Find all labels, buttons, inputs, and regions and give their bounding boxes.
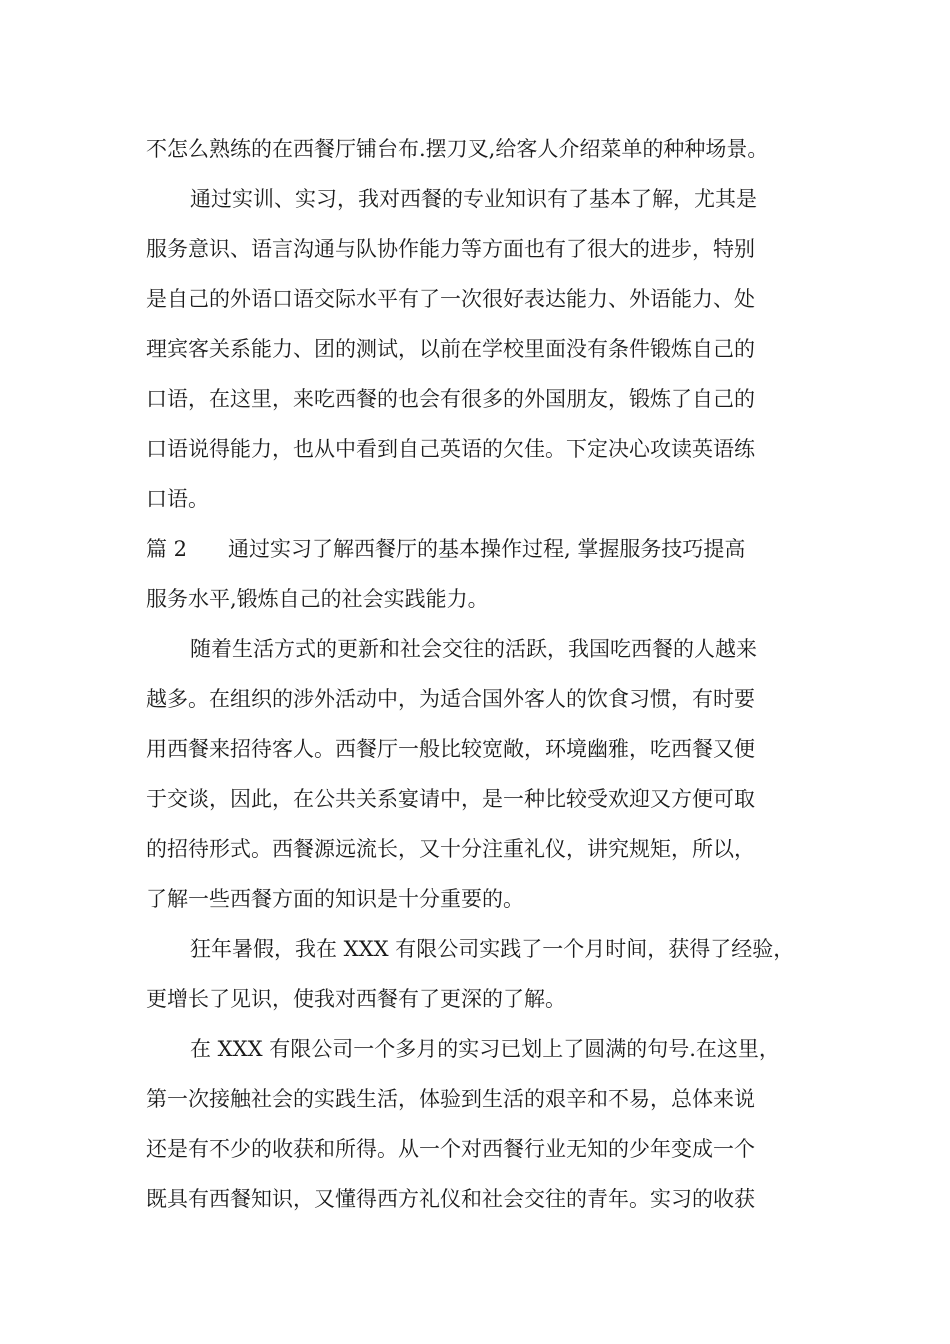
- text-line-8: 口语。: [146, 487, 209, 511]
- text-line-11: 随着生活方式的更新和社会交往的活跃，我国吃西餐的人越来: [190, 637, 757, 661]
- text-line-22: 既具有西餐知识，又懂得西方礼仪和社会交往的青年。实习的收获: [146, 1187, 755, 1211]
- text-line-1: 不怎么熟练的在西餐厅铺台布.摆刀叉,给客人介绍菜单的种种场景。: [146, 137, 769, 161]
- text-line-6: 口语，在这里，来吃西餐的也会有很多的外国朋友，锻炼了自己的: [146, 387, 755, 411]
- text-line-16: 了解一些西餐方面的知识是十分重要的。: [146, 887, 524, 911]
- section-heading-line: [146, 524, 836, 574]
- text-line-17: 狂年暑假，我在 XXX 有限公司实践了一个月时间，获得了经验，: [190, 937, 795, 961]
- text-line-7: 口语说得能力，也从中看到自己英语的欠佳。下定决心攻读英语练: [146, 437, 755, 461]
- text-line-18: 更增长了见识，使我对西餐有了更深的了解。: [146, 987, 566, 1011]
- text-line-21: 还是有不少的收获和所得。从一个对西餐行业无知的少年变成一个: [146, 1137, 755, 1161]
- text-line-3: 服务意识、语言沟通与队协作能力等方面也有了很大的进步，特别: [146, 237, 755, 261]
- text-line-13: 用西餐来招待客人。西餐厅一般比较宽敞，环境幽雅，吃西餐又便: [146, 737, 755, 761]
- text-line-9: 通过实习了解西餐厅的基本操作过程, 掌握服务技巧提高: [228, 537, 746, 561]
- text-line-5: 理宾客关系能力、团的测试，以前在学校里面没有条件锻炼自己的: [146, 337, 755, 361]
- section-label: 篇 2: [146, 537, 188, 561]
- document-body: [146, 124, 836, 1224]
- text-line-4: 是自己的外语口语交际水平有了一次很好表达能力、外语能力、处: [146, 287, 755, 311]
- text-line-20: 第一次接触社会的实践生活，体验到生活的艰辛和不易，总体来说: [146, 1087, 755, 1111]
- text-line-15: 的招待形式。西餐源远流长，又十分注重礼仪，讲究规矩，所以，: [146, 837, 755, 861]
- text-line-10: 服务水平,锻炼自己的社会实践能力。: [146, 587, 489, 611]
- text-line-19: 在 XXX 有限公司一个多月的实习已划上了圆满的句号.在这里，: [190, 1037, 780, 1061]
- text-line-2: 通过实训、实习，我对西餐的专业知识有了基本了解，尤其是: [190, 187, 757, 211]
- text-line-14: 于交谈，因此，在公共关系宴请中，是一种比较受欢迎又方便可取: [146, 787, 755, 811]
- text-line-12: 越多。在组织的涉外活动中，为适合国外客人的饮食习惯，有时要: [146, 687, 755, 711]
